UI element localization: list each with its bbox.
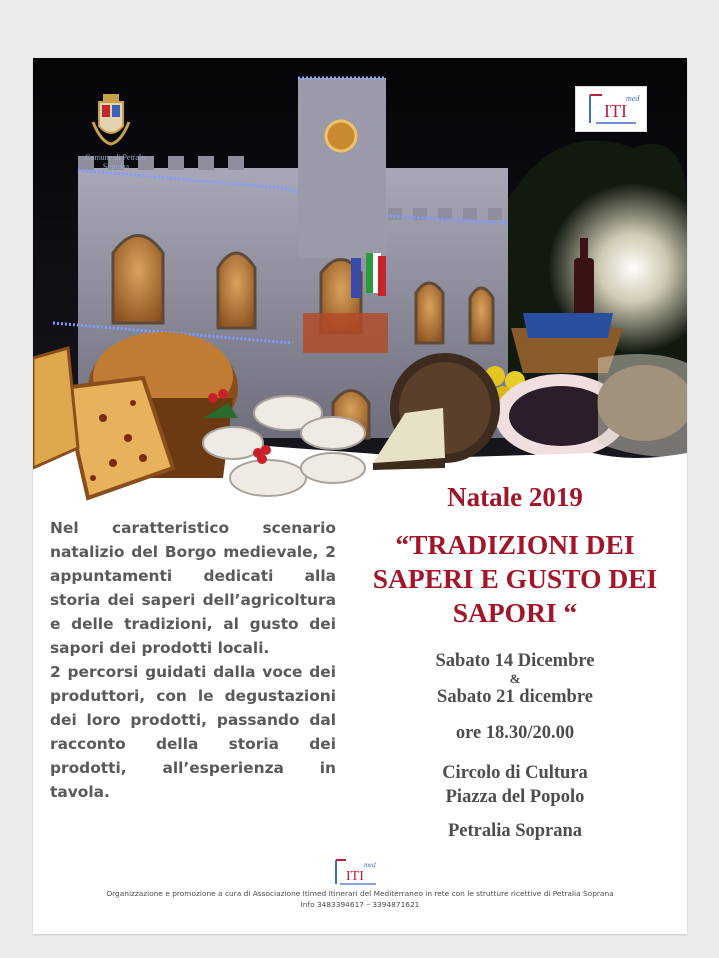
- description-paragraph-1: Nel caratteristico scenario natalizio del Borgo medievale, 2 appuntamenti dedicati alla storia dei saperi dell’agricoltura e delle tradizioni, al gusto dei sapori dei prodotti locali.: [50, 519, 336, 657]
- description-paragraph-2: 2 percorsi guidati dalla voce dei produttori, con le degustazioni dei loro prodotti, passando dal racconto della storia dei prodotti, all’esperienza in tavola.: [50, 663, 336, 801]
- event-title-line-3: SAPORI “: [452, 597, 578, 628]
- footer-organizer: Organizzazione e promozione a cura di Associazione Itimed Itinerari del Mediterraneo in rete con le strutture ricettive di Petralia Soprana: [106, 889, 614, 898]
- description-text: [50, 516, 336, 804]
- event-town: Petralia Soprana: [447, 821, 583, 841]
- castle-food-photo: [33, 58, 687, 508]
- itimed-logo-bottom-text: ITI: [346, 869, 364, 884]
- event-date-1: Sabato 14 Dicembre: [435, 651, 595, 671]
- itimed-logo-bottom-superscript: med: [364, 861, 376, 869]
- footer: [33, 888, 687, 910]
- event-poster: [33, 58, 687, 934]
- event-venue-2: Piazza del Popolo: [445, 787, 585, 807]
- itimed-logo-top: [575, 86, 647, 132]
- event-date-ampersand: &: [509, 671, 521, 686]
- event-title: [343, 528, 687, 630]
- event-heading: Natale 2019: [447, 482, 583, 512]
- event-venue-1: Circolo di Cultura: [442, 763, 588, 783]
- itimed-logo-bottom: [326, 856, 384, 890]
- comune-label: Comune di Petralia Soprana: [85, 153, 147, 171]
- comune-crest-icon: [91, 92, 131, 148]
- footer-contacts: Info 3483394617 – 3394871621: [300, 900, 420, 909]
- itimed-logo-text: ITI: [604, 101, 627, 121]
- event-info: [343, 480, 687, 842]
- itimed-logo-superscript: med: [626, 94, 640, 103]
- event-title-line-1: “TRADIZIONI DEI: [395, 529, 635, 560]
- event-title-line-2: SAPERI E GUSTO DEI: [372, 563, 658, 594]
- event-date-2: Sabato 21 dicembre: [437, 687, 593, 707]
- event-time: ore 18.30/20.00: [455, 723, 575, 743]
- itimed-logo-icon: [576, 87, 646, 131]
